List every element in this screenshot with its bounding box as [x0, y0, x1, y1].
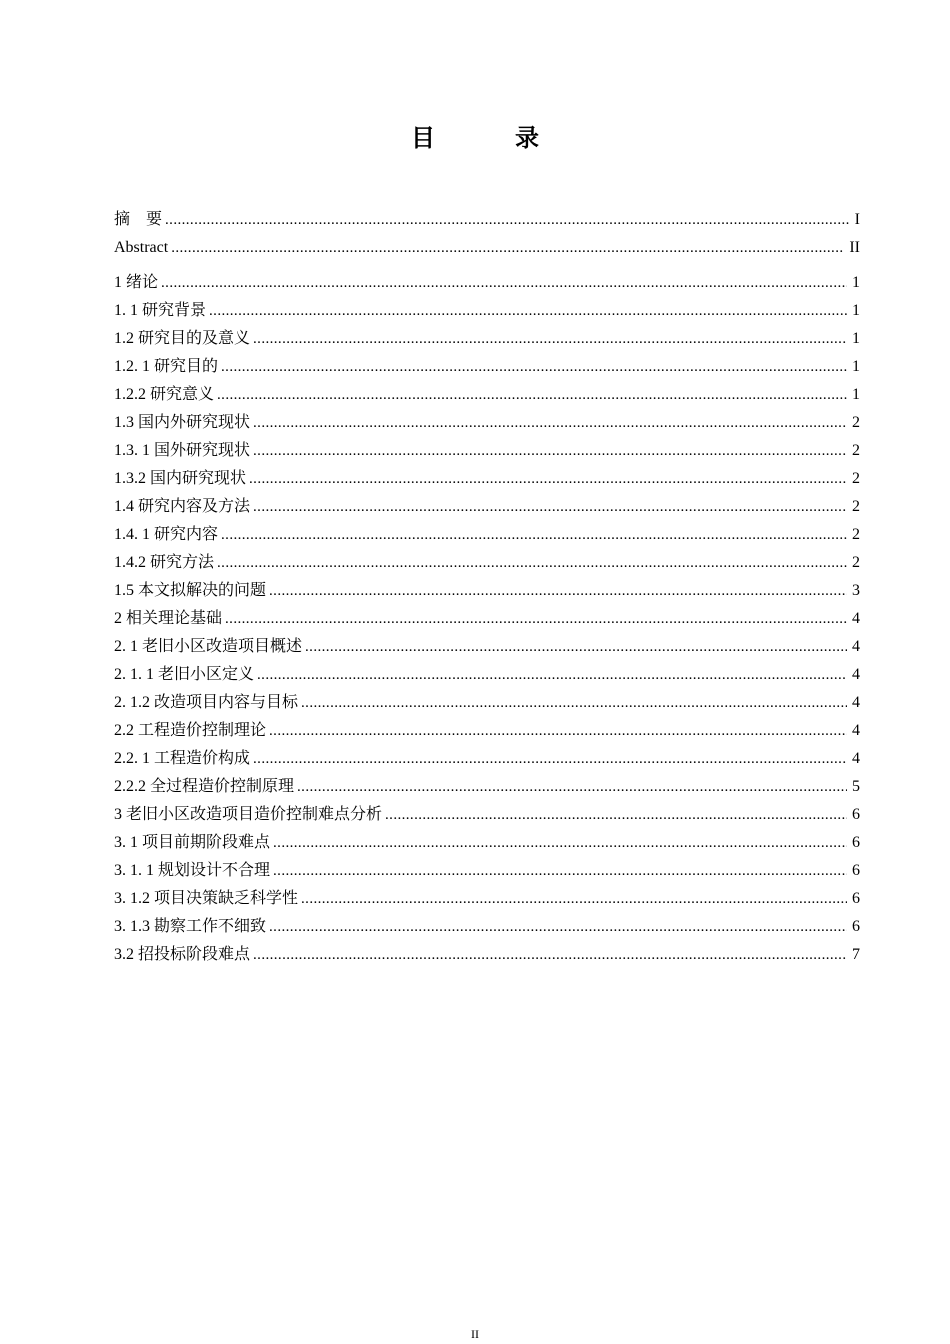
toc-entry-page: 2 [852, 498, 860, 515]
toc-entry[interactable] [114, 409, 860, 437]
toc-entry[interactable] [114, 885, 860, 913]
toc-entry[interactable] [114, 717, 860, 745]
toc-entry-label: 1.4 研究内容及方法 [114, 498, 251, 515]
toc-entry-page: 1 [852, 302, 860, 319]
toc-entry-page: 4 [852, 638, 860, 655]
toc-entry-label: 3. 1.2 项目决策缺乏科学性 [114, 890, 299, 907]
toc-dot-leader [301, 885, 847, 913]
table-of-contents [114, 206, 860, 969]
toc-dot-leader [253, 941, 847, 969]
toc-dot-leader [253, 493, 847, 521]
toc-entry[interactable] [114, 773, 860, 801]
toc-entry-label: 1.4. 1 研究内容 [114, 526, 219, 543]
toc-entry[interactable] [114, 297, 860, 325]
toc-entry[interactable] [114, 325, 860, 353]
toc-dot-leader [165, 206, 849, 234]
toc-dot-leader [253, 325, 847, 353]
toc-entry-label: 2. 1.2 改造项目内容与目标 [114, 694, 299, 711]
toc-dot-leader [249, 465, 847, 493]
toc-dot-leader [273, 829, 847, 857]
toc-entry-label: 摘 要 [114, 211, 163, 228]
toc-entry-page: 4 [852, 722, 860, 739]
toc-entry-chapter-3[interactable] [114, 801, 860, 829]
toc-entry-label: 2.2. 1 工程造价构成 [114, 750, 251, 767]
toc-entry-page: 4 [852, 750, 860, 767]
toc-entry-page: 1 [852, 386, 860, 403]
toc-entry-label: 2. 1. 1 老旧小区定义 [114, 666, 255, 683]
toc-entry-page: 1 [852, 330, 860, 347]
toc-entry[interactable] [114, 353, 860, 381]
toc-dot-leader [385, 801, 847, 829]
toc-entry-page: 4 [852, 666, 860, 683]
toc-entry-label: 1.4.2 研究方法 [114, 554, 215, 571]
toc-dot-leader [297, 773, 847, 801]
toc-entry-label: Abstract [114, 239, 169, 256]
toc-entry-page: 2 [852, 442, 860, 459]
toc-entry-label: 3. 1.3 勘察工作不细致 [114, 918, 267, 935]
toc-entry[interactable] [114, 493, 860, 521]
toc-dot-leader [273, 857, 847, 885]
toc-entry-chapter-1[interactable] [114, 269, 860, 297]
toc-entry-chapter-2[interactable] [114, 605, 860, 633]
toc-entry-label: 2 相关理论基础 [114, 610, 223, 627]
toc-entry-label: 1. 1 研究背景 [114, 302, 207, 319]
toc-entry-label: 3. 1 项目前期阶段难点 [114, 834, 271, 851]
toc-entry[interactable] [114, 437, 860, 465]
toc-entry[interactable] [114, 913, 860, 941]
toc-entry[interactable] [114, 465, 860, 493]
toc-dot-leader [161, 269, 847, 297]
toc-entry-page: 5 [852, 778, 860, 795]
toc-entry[interactable] [114, 745, 860, 773]
toc-dot-leader [257, 661, 847, 689]
toc-entry-page: 6 [852, 862, 860, 879]
page-number-footer: II [471, 1327, 479, 1341]
toc-entry-label: 1.3.2 国内研究现状 [114, 470, 247, 487]
toc-entry-label: 2.2.2 全过程造价控制原理 [114, 778, 295, 795]
toc-entry-page: 1 [852, 358, 860, 375]
toc-dot-leader [217, 381, 847, 409]
toc-entry-page: 7 [852, 946, 860, 963]
toc-entry-page: 1 [852, 274, 860, 291]
toc-entry-page: 4 [852, 610, 860, 627]
toc-dot-leader [253, 745, 847, 773]
toc-entry-label: 1.2.2 研究意义 [114, 386, 215, 403]
toc-entry[interactable] [114, 857, 860, 885]
toc-entry-label: 1.3. 1 国外研究现状 [114, 442, 251, 459]
toc-entry-page: 4 [852, 694, 860, 711]
toc-entry-page: 2 [852, 554, 860, 571]
toc-entry-label: 3 老旧小区改造项目造价控制难点分析 [114, 806, 383, 823]
toc-dot-leader [225, 605, 847, 633]
toc-entry[interactable] [114, 521, 860, 549]
toc-entry-page: 2 [852, 414, 860, 431]
toc-entry-page: 6 [852, 834, 860, 851]
toc-dot-leader [253, 409, 847, 437]
toc-entry-page: 6 [852, 890, 860, 907]
toc-entry-label: 3.2 招投标阶段难点 [114, 946, 251, 963]
toc-entry-label: 2. 1 老旧小区改造项目概述 [114, 638, 303, 655]
toc-entry-label: 1.5 本文拟解决的问题 [114, 582, 267, 599]
toc-dot-leader [269, 717, 847, 745]
toc-dot-leader [171, 234, 844, 262]
toc-entry-label: 1 绪论 [114, 274, 159, 291]
toc-entry-label: 1.2 研究目的及意义 [114, 330, 251, 347]
toc-entry-page: I [854, 211, 860, 228]
toc-entry[interactable] [114, 661, 860, 689]
toc-entry[interactable] [114, 941, 860, 969]
toc-dot-leader [269, 913, 847, 941]
toc-dot-leader [221, 353, 847, 381]
toc-entry[interactable] [114, 577, 860, 605]
toc-entry-abstract-cn[interactable] [114, 206, 860, 234]
toc-entry[interactable] [114, 829, 860, 857]
toc-entry-page: 2 [852, 526, 860, 543]
toc-dot-leader [305, 633, 847, 661]
toc-entry-page: 2 [852, 470, 860, 487]
toc-entry-abstract-en[interactable] [114, 234, 860, 265]
toc-dot-leader [209, 297, 847, 325]
toc-entry-label: 3. 1. 1 规划设计不合理 [114, 862, 271, 879]
toc-entry-label: 1.2. 1 研究目的 [114, 358, 219, 375]
toc-dot-leader [217, 549, 847, 577]
toc-entry-page: 6 [852, 918, 860, 935]
toc-entry-label: 2.2 工程造价控制理论 [114, 722, 267, 739]
toc-entry-page: 3 [852, 582, 860, 599]
toc-dot-leader [269, 577, 847, 605]
toc-dot-leader [253, 437, 847, 465]
toc-entry-page: II [849, 239, 860, 256]
toc-dot-leader [221, 521, 847, 549]
toc-entry[interactable] [114, 633, 860, 661]
toc-entry[interactable] [114, 381, 860, 409]
toc-title: 目 录 [411, 124, 567, 152]
toc-entry-page: 6 [852, 806, 860, 823]
toc-dot-leader [301, 689, 847, 717]
toc-entry[interactable] [114, 549, 860, 577]
toc-entry-label: 1.3 国内外研究现状 [114, 414, 251, 431]
toc-entry[interactable] [114, 689, 860, 717]
